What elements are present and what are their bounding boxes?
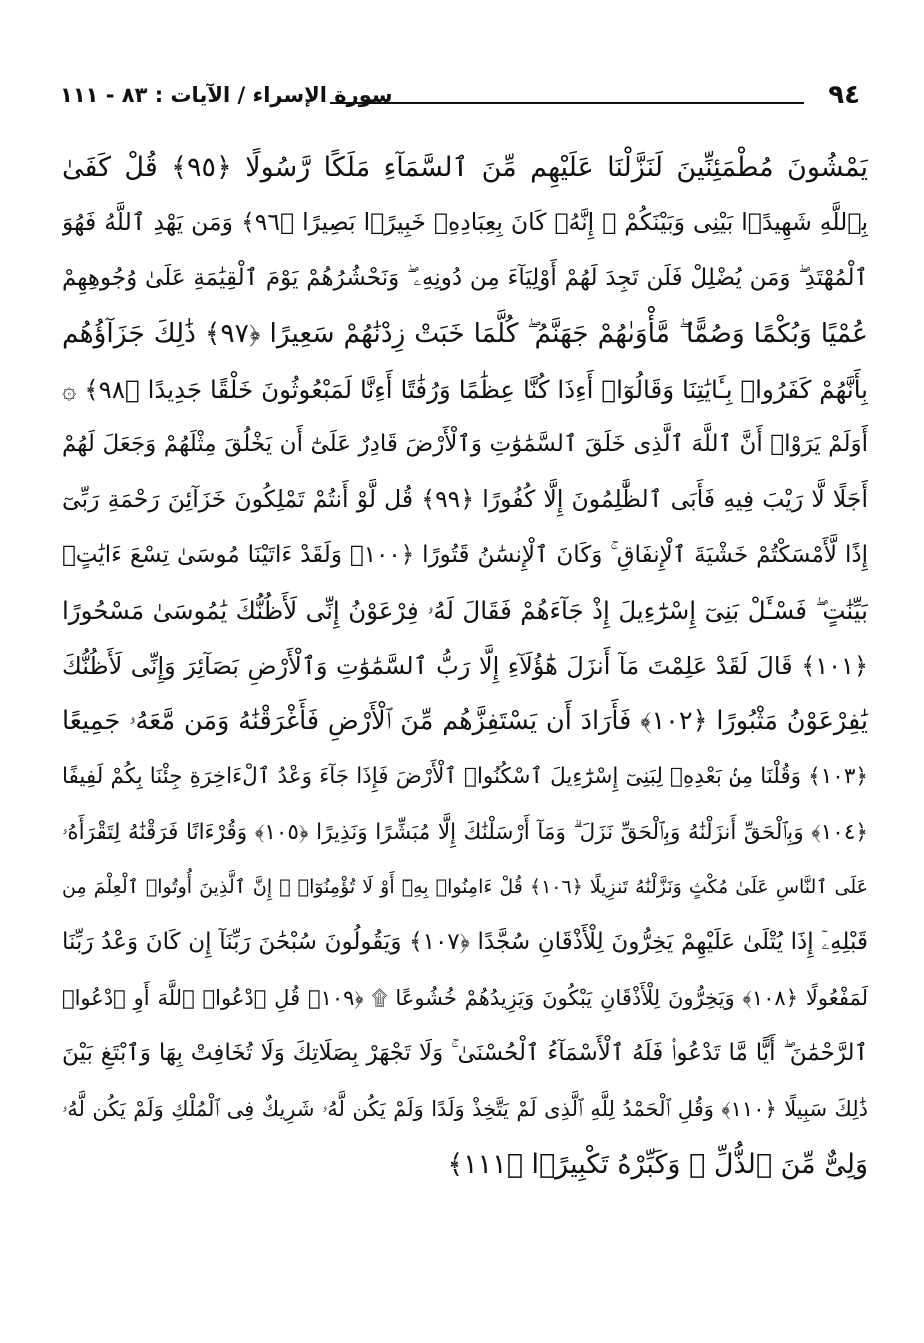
text-line: بَيِّنَٰتٍ ۖ فَسْـَٔلْ بَنِىٓ إِسْرَٰٓءِيلَ إِذْ جَآءَهُمْ فَقَالَ لَهُۥ فِرْعَوْنُ إِنِّى لَأَظُنُّكَ يَٰمُوسَىٰ مَسْحُورًا bbox=[62, 596, 868, 626]
text-line: عَلَى ٱلنَّاسِ عَلَىٰ مُكْثٍ وَنَزَّلْنَٰهُ تَنزِيلًا ﴿١٠٦﴾ قُلْ ءَامِنُوا۟ بِهِۦٓ أَوْ لَا تُؤْمِنُوٓا۟ ۚ إِنَّ ٱلَّذِينَ أُوتُوا۟ ٱلْعِلْمَ مِن bbox=[62, 876, 868, 899]
text-line: ٱلرَّحْمَٰنَ ۖ أَيًّا مَّا تَدْعُوا۟ فَلَهُ ٱلْأَسْمَآءُ ٱلْحُسْنَىٰ ۚ وَلَا تَجْهَرْ بِصَلَاتِكَ وَلَا تُخَافِتْ بِهَا وَٱبْتَغِ بَيْنَ bbox=[62, 1040, 868, 1067]
text-line: إِذًا لَّأَمْسَكْتُمْ خَشْيَةَ ٱلْإِنفَاقِ ۚ وَكَانَ ٱلْإِنسَٰنُ قَتُورًا ﴿١٠٠﴾ وَلَقَدْ ءَاتَيْنَا مُوسَىٰ تِسْعَ ءَايَٰتٍۭ bbox=[62, 541, 868, 568]
text-line: ﴿١٠٤﴾ وَبِٱلْحَقِّ أَنزَلْنَٰهُ وَبِٱلْحَقِّ نَزَلَ ۗ وَمَآ أَرْسَلْنَٰكَ إِلَّا مُبَشِّرًا وَنَذِيرًا ﴿١٠٥﴾ وَقُرْءَانًا فَرَقْنَٰهُ لِتَقْرَأَهُۥ bbox=[62, 819, 868, 845]
text-line: أَوَلَمْ يَرَوْا۟ أَنَّ ٱللَّهَ ٱلَّذِى خَلَقَ ٱلسَّمَٰوَٰتِ وَٱلْأَرْضَ قَادِرٌ عَلَىٰٓ أَن يَخْلُقَ مِثْلَهُمْ وَجَعَلَ لَهُمْ bbox=[62, 430, 868, 457]
text-line: ﴿١٠٣﴾ وَقُلْنَا مِنۢ بَعْدِهِۦ لِبَنِىٓ إِسْرَٰٓءِيلَ ٱسْكُنُوا۟ ٱلْأَرْضَ فَإِذَا جَآءَ وَعْدُ ٱلْءَاخِرَةِ جِئْنَا بِكُمْ لَفِيفًا bbox=[62, 764, 868, 790]
text-line: يَمْشُونَ مُطْمَئِنِّينَ لَنَزَّلْنَا عَلَيْهِم مِّنَ ٱلسَّمَآءِ مَلَكًا رَّسُولًا ﴿٩٥﴾ قُلْ كَفَىٰ bbox=[62, 152, 868, 183]
text-line: يَٰفِرْعَوْنُ مَثْبُورًا ﴿١٠٢﴾ فَأَرَادَ أَن يَسْتَفِزَّهُم مِّنَ ٱلْأَرْضِ فَأَغْرَقْنَٰهُ وَمَن مَّعَهُۥ جَمِيعًا bbox=[62, 705, 868, 736]
text-line: ذَٰلِكَ سَبِيلًا ﴿١١٠﴾ وَقُلِ ٱلْحَمْدُ لِلَّهِ ٱلَّذِى لَمْ يَتَّخِذْ وَلَدًا وَلَمْ يَكُن لَّهُۥ شَرِيكٌ فِى ٱلْمُلْكِ وَلَمْ يَكُن لَّهُۥ bbox=[62, 1096, 868, 1121]
quran-text-body bbox=[62, 140, 868, 1192]
text-line: بِأَنَّهُمْ كَفَرُوا۟ بِـَٔايَٰتِنَا وَقَالُوٓا۟ أَءِذَا كُنَّا عِظَٰمًا وَرُفَٰتًا أَءِنَّا لَمَبْعُوثُونَ خَلْقًا جَدِيدًا ﴿٩٨﴾ ۞ bbox=[62, 374, 868, 404]
text-line: ٱلْمُهْتَدِ ۖ وَمَن يُضْلِلْ فَلَن تَجِدَ لَهُمْ أَوْلِيَآءَ مِن دُونِهِۦ ۖ وَنَحْشُرُهُمْ يَوْمَ ٱلْقِيَٰمَةِ عَلَىٰ وُجُوهِهِمْ bbox=[62, 264, 868, 291]
page-header bbox=[60, 80, 860, 114]
header-rule bbox=[330, 102, 804, 104]
page-number: ٩٤ bbox=[828, 80, 860, 110]
text-line: بِٱللَّهِ شَهِيدًۢا بَيْنِى وَبَيْنَكُمْ ۚ إِنَّهُۥ كَانَ بِعِبَادِهِۦ خَبِيرًۢا بَصِيرًا ﴿٩٦﴾ وَمَن يَهْدِ ٱللَّهُ فَهُوَ bbox=[62, 208, 868, 237]
text-line: ﴿١٠١﴾ قَالَ لَقَدْ عَلِمْتَ مَآ أَنزَلَ هَٰٓؤُلَآءِ إِلَّا رَبُّ ٱلسَّمَٰوَٰتِ وَٱلْأَرْضِ بَصَآئِرَ وَإِنِّى لَأَظُنُّكَ bbox=[62, 651, 868, 680]
text-line: أَجَلًا لَّا رَيْبَ فِيهِ فَأَبَى ٱلظَّٰلِمُونَ إِلَّا كُفُورًا ﴿٩٩﴾ قُل لَّوْ أَنتُمْ تَمْلِكُونَ خَزَآئِنَ رَحْمَةِ رَبِّىٓ bbox=[62, 485, 868, 514]
text-line: لَمَفْعُولًا ﴿١٠٨﴾ وَيَخِرُّونَ لِلْأَذْقَانِ يَبْكُونَ وَيَزِيدُهُمْ خُشُوعًا ۩ ﴿١٠٩﴾ قُلِ ٱدْعُوا۟ ٱللَّهَ أَوِ ٱدْعُوا۟ bbox=[62, 985, 868, 1010]
text-line: وَلِىٌّ مِّنَ ٱلذُّلِّ ۖ وَكَبِّرْهُ تَكْبِيرًۢا ﴿١١١﴾ bbox=[447, 1149, 868, 1181]
text-line: قَبْلِهِۦٓ إِذَا يُتْلَىٰ عَلَيْهِمْ يَخِرُّونَ لِلْأَذْقَانِ سُجَّدًا ﴿١٠٧﴾ وَيَقُولُونَ سُبْحَٰنَ رَبِّنَآ إِن كَانَ وَعْدُ رَبِّنَا bbox=[62, 929, 868, 956]
surah-title: سورة الإسراء / الآيات : ٨٣ - ١١١ bbox=[60, 83, 393, 107]
text-line: عُمْيًا وَبُكْمًا وَصُمًّا ۖ مَّأْوَىٰهُمْ جَهَنَّمُ ۖ كُلَّمَا خَبَتْ زِدْنَٰهُمْ سَعِيرًا ﴿٩٧﴾ ذَٰلِكَ جَزَآؤُهُم bbox=[62, 318, 868, 350]
